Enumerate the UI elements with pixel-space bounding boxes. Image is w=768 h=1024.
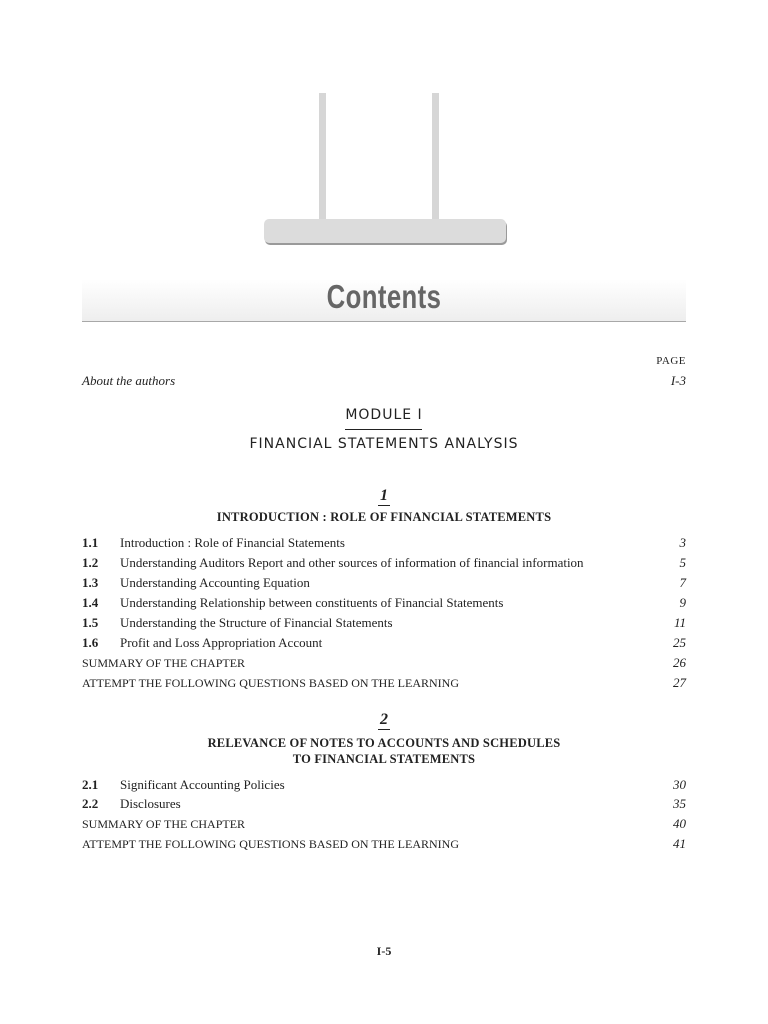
toc-entry-summary[interactable] (82, 815, 686, 833)
toc-entry[interactable] (82, 795, 686, 813)
entry-text: Understanding Auditors Report and other sources of information of financial information (120, 555, 584, 570)
entry-page: 30 (673, 777, 686, 792)
toc-entry-questions[interactable] (82, 674, 686, 692)
entry-number: 1.5 (82, 615, 99, 630)
chapter-number-underline (378, 505, 390, 506)
entry-page: 27 (673, 675, 686, 690)
entry-page: 11 (673, 615, 686, 630)
chapter-number: 1 (380, 487, 388, 504)
about-authors-page: I-3 (670, 373, 686, 388)
toc-entry[interactable] (82, 534, 686, 552)
entry-page: 40 (673, 816, 686, 831)
entry-page: 9 (679, 595, 686, 610)
entry-page: 7 (679, 575, 686, 590)
entry-page: 25 (673, 635, 686, 650)
entry-page: 41 (673, 836, 686, 851)
about-authors-entry[interactable]: About the authors (82, 373, 176, 388)
entry-number: 1.2 (82, 555, 99, 570)
entry-text: ATTEMPT THE FOLLOWING QUESTIONS BASED ON THE LEARNING (82, 676, 459, 690)
toc-entry[interactable] (82, 614, 686, 632)
chapter-title-line: TO FINANCIAL STATEMENTS (292, 752, 476, 766)
entry-page: 35 (673, 796, 686, 811)
entry-text: Profit and Loss Appropriation Account (120, 635, 323, 650)
entry-number: 2.2 (82, 796, 99, 811)
entry-number: 1.3 (82, 575, 99, 590)
toc-entry[interactable] (82, 594, 686, 612)
toc-entry[interactable] (82, 634, 686, 652)
chapter-title-line: INTRODUCTION : ROLE OF FINANCIAL STATEMENTS (216, 510, 552, 524)
entry-page: 26 (673, 655, 686, 670)
entry-page: 5 (679, 555, 686, 570)
entry-text: Understanding the Structure of Financial Statements (120, 615, 393, 630)
decorative-post-right (432, 93, 439, 220)
entry-page: 3 (679, 535, 686, 550)
toc-entry-questions[interactable] (82, 835, 686, 853)
decorative-bar (264, 219, 506, 243)
entry-text: Understanding Relationship between constituents of Financial Statements (120, 595, 504, 610)
page-column-label: PAGE (656, 355, 686, 367)
toc-entry[interactable] (82, 554, 686, 572)
entry-text: ATTEMPT THE FOLLOWING QUESTIONS BASED ON THE LEARNING (82, 837, 459, 851)
module-underline (345, 429, 422, 430)
entry-number: 1.1 (82, 535, 99, 550)
chapter-number: 2 (380, 711, 388, 728)
page-title: Contents (326, 278, 442, 315)
entry-number: 1.4 (82, 595, 99, 610)
entry-text: SUMMARY OF THE CHAPTER (82, 817, 246, 831)
entry-number: 1.6 (82, 635, 99, 650)
entry-text: Understanding Accounting Equation (120, 575, 310, 590)
chapter-title (0, 509, 768, 525)
module-title: FINANCIAL STATEMENTS ANALYSIS (249, 436, 519, 452)
toc-entry[interactable] (82, 574, 686, 592)
entry-text: Introduction : Role of Financial Statements (120, 535, 345, 550)
chapter-number-underline (378, 729, 390, 730)
entry-number: 2.1 (82, 777, 99, 792)
chapter-title-line: RELEVANCE OF NOTES TO ACCOUNTS AND SCHEDULES (207, 736, 561, 750)
entry-text: Disclosures (120, 796, 181, 811)
chapter-title (0, 735, 768, 767)
entry-text: Significant Accounting Policies (120, 777, 285, 792)
decorative-post-left (319, 93, 326, 220)
toc-entry[interactable] (82, 776, 686, 794)
module-label: MODULE I (345, 407, 423, 423)
entry-text: SUMMARY OF THE CHAPTER (82, 656, 246, 670)
page-number: I-5 (376, 944, 392, 958)
toc-entry-summary[interactable] (82, 654, 686, 672)
